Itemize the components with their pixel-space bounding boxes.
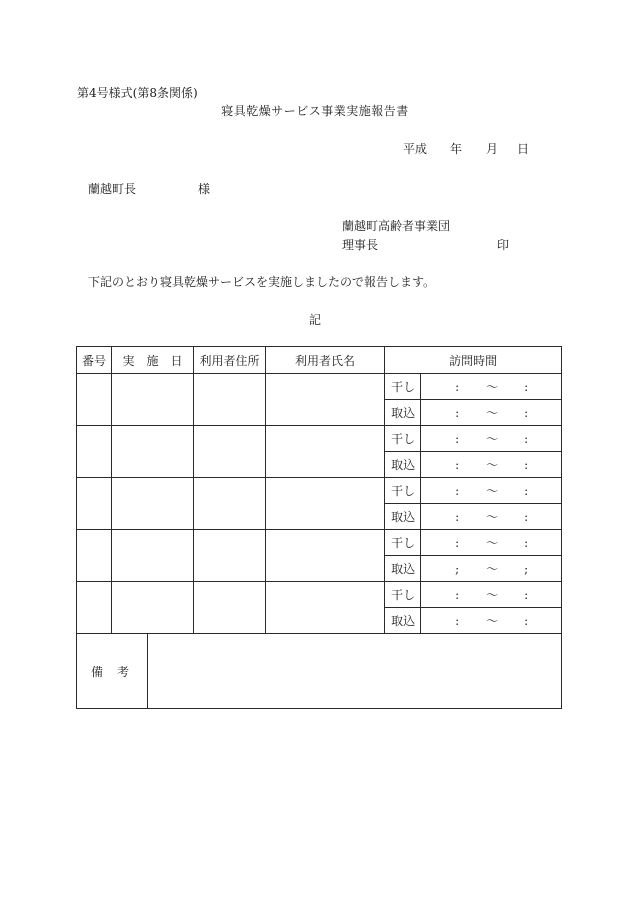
table-row xyxy=(77,478,562,504)
collect-label: 取込 xyxy=(385,504,421,530)
time-cell[interactable] xyxy=(421,400,562,426)
cell-date[interactable] xyxy=(112,582,194,634)
colon-mark: : xyxy=(455,484,460,498)
reporter-role: 理事長 xyxy=(342,238,379,252)
tilde-mark: 〜 xyxy=(486,484,499,498)
date-year: 年 xyxy=(450,142,463,156)
colon-mark: : xyxy=(455,380,460,394)
addressee-name: 蘭越町長 xyxy=(88,182,137,196)
addressee-honorific: 様 xyxy=(198,182,211,196)
time-cell[interactable] xyxy=(421,374,562,400)
tilde-mark: 〜 xyxy=(486,588,499,602)
colon-mark: : xyxy=(524,536,529,550)
dry-label: 干し xyxy=(385,426,421,452)
time-cell[interactable] xyxy=(421,556,562,582)
remarks-field[interactable] xyxy=(148,634,562,709)
header-name: 利用者氏名 xyxy=(266,347,385,374)
semicolon-mark: ; xyxy=(455,562,460,576)
cell-number[interactable] xyxy=(77,374,112,426)
cell-address[interactable] xyxy=(194,374,266,426)
cell-address[interactable] xyxy=(194,530,266,582)
colon-mark: : xyxy=(524,614,529,628)
ki-marker: 記 xyxy=(308,313,321,327)
colon-mark: : xyxy=(524,588,529,602)
cell-date[interactable] xyxy=(112,426,194,478)
colon-mark: : xyxy=(524,510,529,524)
time-cell[interactable] xyxy=(421,426,562,452)
header-number: 番号 xyxy=(77,347,112,374)
colon-mark: : xyxy=(455,458,460,472)
colon-mark: : xyxy=(455,510,460,524)
tilde-mark: 〜 xyxy=(486,562,499,576)
tilde-mark: 〜 xyxy=(486,536,499,550)
remarks-row xyxy=(77,634,562,709)
semicolon-mark: ; xyxy=(524,562,529,576)
colon-mark: : xyxy=(524,484,529,498)
cell-number[interactable] xyxy=(77,478,112,530)
colon-mark: : xyxy=(524,458,529,472)
colon-mark: : xyxy=(455,536,460,550)
time-cell[interactable] xyxy=(421,530,562,556)
header-date: 実 施 日 xyxy=(112,347,194,374)
colon-mark: : xyxy=(455,406,460,420)
colon-mark: : xyxy=(524,406,529,420)
time-cell[interactable] xyxy=(421,452,562,478)
date-line xyxy=(403,140,529,157)
cell-date[interactable] xyxy=(112,478,194,530)
reporter-organization: 蘭越町高齢者事業団 xyxy=(342,219,451,233)
cell-name[interactable] xyxy=(266,374,385,426)
tilde-mark: 〜 xyxy=(486,406,499,420)
table-header-row xyxy=(77,347,562,374)
form-number: 第4号様式(第8条関係) xyxy=(77,86,198,100)
cell-date[interactable] xyxy=(112,530,194,582)
date-month: 月 xyxy=(486,142,499,156)
dry-label: 干し xyxy=(385,530,421,556)
dry-label: 干し xyxy=(385,478,421,504)
cell-number[interactable] xyxy=(77,530,112,582)
cell-number[interactable] xyxy=(77,426,112,478)
colon-mark: : xyxy=(524,380,529,394)
cell-name[interactable] xyxy=(266,582,385,634)
date-day: 日 xyxy=(517,142,530,156)
dry-label: 干し xyxy=(385,374,421,400)
time-cell[interactable] xyxy=(421,504,562,530)
colon-mark: : xyxy=(455,588,460,602)
dry-label: 干し xyxy=(385,582,421,608)
table-row xyxy=(77,426,562,452)
tilde-mark: 〜 xyxy=(486,510,499,524)
remarks-label xyxy=(77,634,148,709)
collect-label: 取込 xyxy=(385,452,421,478)
cell-name[interactable] xyxy=(266,478,385,530)
date-era: 平成 xyxy=(403,142,428,156)
cell-address[interactable] xyxy=(194,582,266,634)
collect-label: 取込 xyxy=(385,400,421,426)
collect-label: 取込 xyxy=(385,608,421,634)
time-cell[interactable] xyxy=(421,608,562,634)
time-cell[interactable] xyxy=(421,582,562,608)
intro-text: 下記のとおり寝具乾燥サービスを実施しましたので報告します。 xyxy=(88,275,436,289)
tilde-mark: 〜 xyxy=(486,432,499,446)
collect-label: 取込 xyxy=(385,556,421,582)
colon-mark: : xyxy=(455,432,460,446)
header-visit-time: 訪問時間 xyxy=(385,347,562,374)
tilde-mark: 〜 xyxy=(486,458,499,472)
tilde-mark: 〜 xyxy=(486,380,499,394)
cell-name[interactable] xyxy=(266,426,385,478)
header-address: 利用者住所 xyxy=(194,347,266,374)
cell-address[interactable] xyxy=(194,426,266,478)
addressee xyxy=(88,180,210,197)
reporter-line xyxy=(342,236,509,253)
cell-name[interactable] xyxy=(266,530,385,582)
colon-mark: : xyxy=(455,614,460,628)
seal-mark: 印 xyxy=(497,238,510,252)
table-row xyxy=(77,582,562,608)
table-row xyxy=(77,374,562,400)
table-row xyxy=(77,530,562,556)
remarks-label-text: 備考 xyxy=(90,664,143,679)
report-table xyxy=(76,346,562,709)
time-cell[interactable] xyxy=(421,478,562,504)
tilde-mark: 〜 xyxy=(486,614,499,628)
cell-date[interactable] xyxy=(112,374,194,426)
cell-number[interactable] xyxy=(77,582,112,634)
document-title: 寝具乾燥サービス事業実施報告書 xyxy=(221,104,409,118)
colon-mark: : xyxy=(524,432,529,446)
cell-address[interactable] xyxy=(194,478,266,530)
